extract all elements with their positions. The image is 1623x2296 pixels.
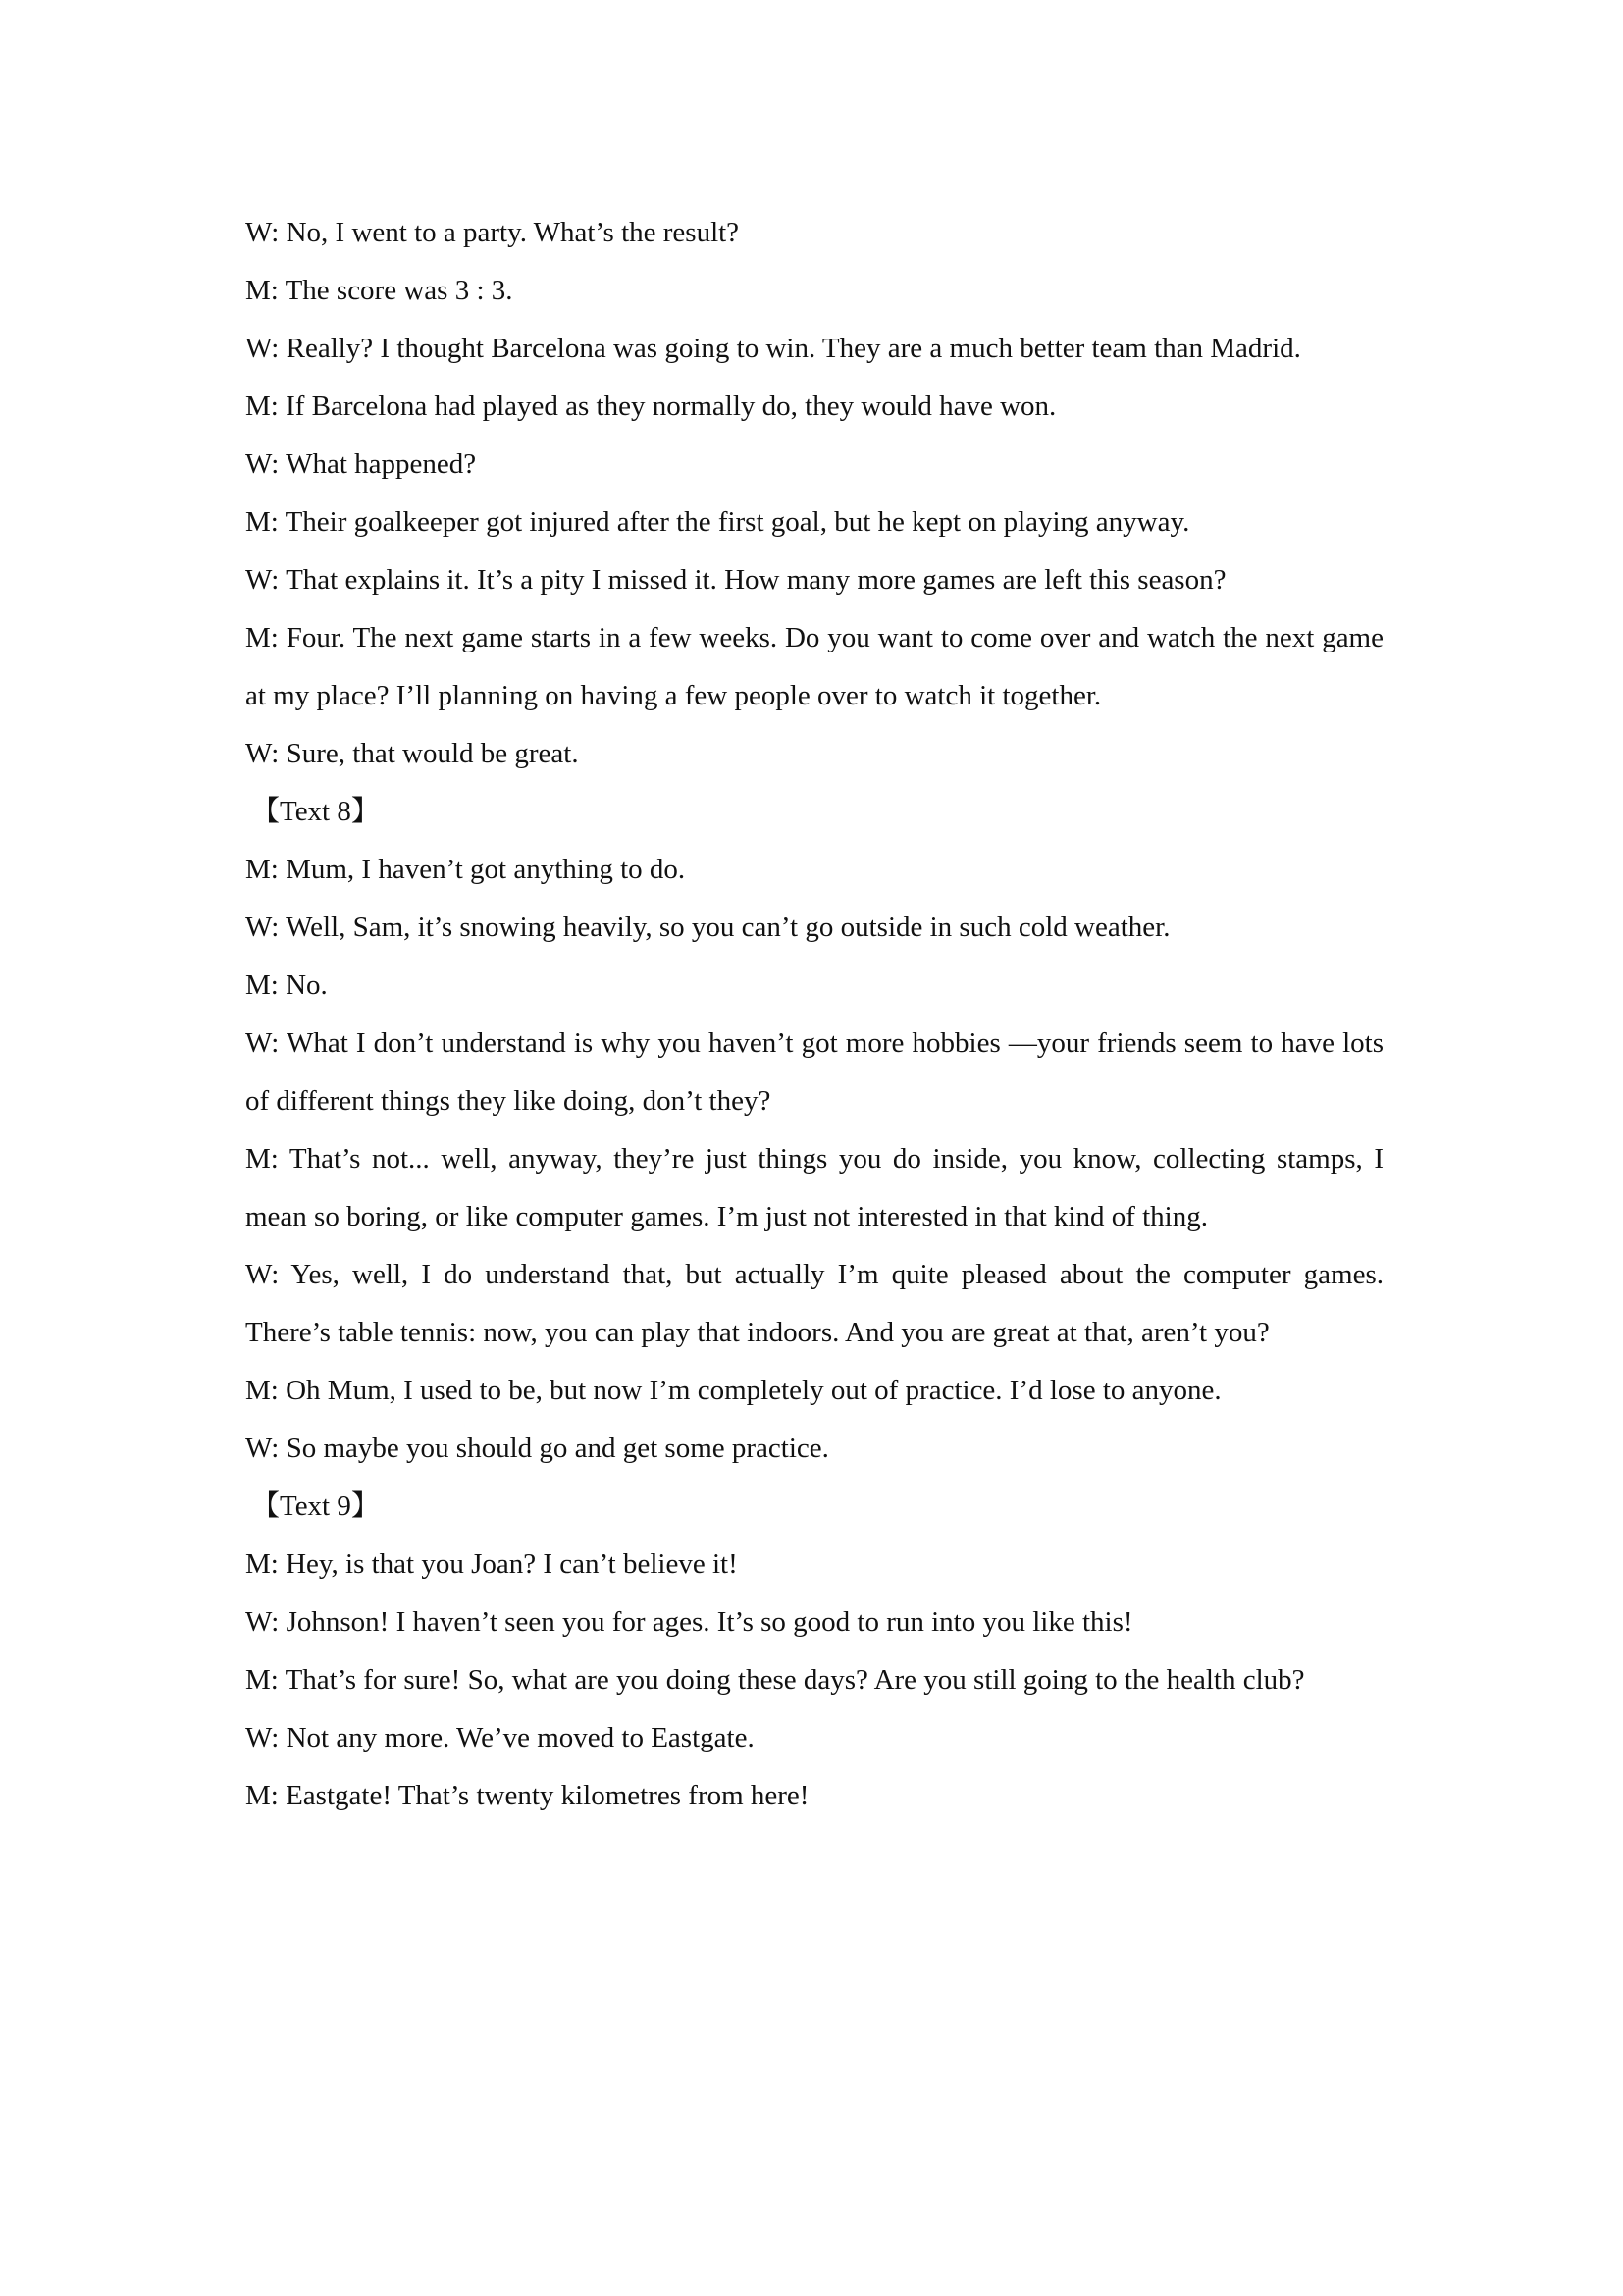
dialogue-line: M: If Barcelona had played as they normally do, they would have won. (245, 391, 1057, 422)
dialogue-line: W: Sure, that would be great. (245, 738, 579, 769)
dialogue-line: W: Well, Sam, it’s snowing heavily, so you can’t go outside in such cold weather. (245, 912, 1171, 943)
dialogue-line: W: Not any more. We’ve moved to Eastgate. (245, 1722, 755, 1753)
dialogue-line: M: Eastgate! That’s twenty kilometres from here! (245, 1780, 810, 1811)
dialogue-line: W: What I don’t understand is why you haven’t got more hobbies —your friends seem to have lots of different things they like doing, don’t they? (245, 1027, 1384, 1117)
dialogue-line: M: Hey, is that you Joan? I can’t believe it! (245, 1548, 738, 1580)
dialogue-line: M: Four. The next game starts in a few weeks. Do you want to come over and watch the next game at my place? I’ll planning on having a few people over to watch it together. (245, 622, 1384, 711)
dialogue-line: M: Mum, I haven’t got anything to do. (245, 854, 686, 885)
dialogue-line: M: That’s for sure! So, what are you doing these days? Are you still going to the health club? (245, 1664, 1305, 1696)
section-title: 【Text 9】 (251, 1490, 380, 1522)
dialogue-line: W: That explains it. It’s a pity I missed it. How many more games are left this season? (245, 564, 1227, 596)
dialogue-line: M: That’s not... well, anyway, they’re just things you do inside, you know, collecting stamps, I mean so boring, or like computer games. I’m just not interested in that kind of thing. (245, 1143, 1384, 1232)
dialogue-line: W: So maybe you should go and get some practice. (245, 1433, 829, 1464)
dialogue-line: M: The score was 3 : 3. (245, 275, 513, 306)
dialogue-line: W: Really? I thought Barcelona was going to win. They are a much better team than Madrid. (245, 333, 1301, 364)
dialogue-line: W: Johnson! I haven’t seen you for ages. It’s so good to run into you like this! (245, 1606, 1133, 1638)
dialogue-line: W: No, I went to a party. What’s the result? (245, 217, 740, 248)
dialogue-line: W: Yes, well, I do understand that, but actually I’m quite pleased about the computer games. There’s table tennis: now, you can play that indoors. And you are great at that, aren’t you? (245, 1259, 1384, 1348)
dialogue-line: M: No. (245, 969, 328, 1001)
dialogue-line: M: Oh Mum, I used to be, but now I’m completely out of practice. I’d lose to anyone. (245, 1375, 1222, 1406)
document-page (245, 204, 1384, 1825)
section-title: 【Text 8】 (251, 796, 380, 827)
dialogue-line: W: What happened? (245, 448, 477, 480)
dialogue-line: M: Their goalkeeper got injured after the first goal, but he kept on playing anyway. (245, 506, 1190, 538)
